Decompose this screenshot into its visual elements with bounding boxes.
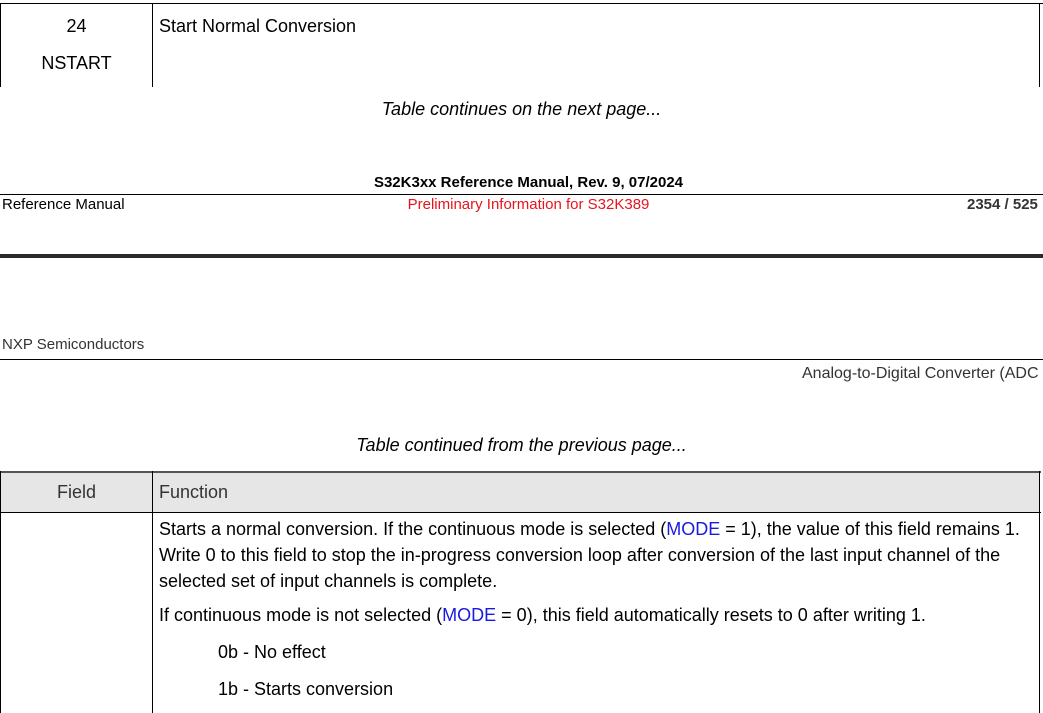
mode-link[interactable]: MODE (666, 519, 721, 539)
description-paragraph-2 (159, 602, 1029, 628)
manual-title: S32K3xx Reference Manual, Rev. 9, 07/2024 (373, 174, 684, 191)
description-paragraph-1 (159, 516, 1029, 594)
page-break (0, 254, 1043, 258)
table-header-row (1, 472, 1040, 512)
option-0b: 0b - No effect (218, 642, 326, 662)
para1-text-before: Starts a normal conversion. If the continuous mode is selected ( (159, 519, 667, 539)
top-table-top-border (0, 3, 1043, 4)
para2-text-before: If continuous mode is not selected ( (159, 605, 443, 625)
table-header-bottom-border (0, 512, 1041, 513)
header-rule (0, 359, 1043, 360)
mode-link-2[interactable]: MODE (442, 605, 497, 625)
company-name: NXP Semiconductors (2, 336, 145, 353)
function-summary: Start Normal Conversion (159, 16, 357, 36)
footer-rule (0, 194, 1043, 195)
field-name: NSTART (41, 53, 112, 73)
table-column-divider (152, 471, 153, 713)
chapter-title: Analog-to-Digital Converter (ADC (802, 365, 1039, 382)
table-continues-note: Table continues on the next page... (381, 99, 662, 119)
table-continued-note: Table continued from the previous page... (356, 435, 687, 455)
table-top-border (0, 471, 1041, 473)
table-left-border (0, 471, 1, 713)
table-right-border (1039, 471, 1040, 713)
top-table-right-border (1039, 3, 1040, 87)
preliminary-info: Preliminary Information for S32K389 (407, 196, 650, 213)
column-header-function: Function (159, 482, 229, 502)
doc-type: Reference Manual (2, 196, 125, 213)
para2-text-after: = 0), this field automatically resets to 0 after writing 1. (496, 605, 926, 625)
column-header-field: Field (56, 482, 96, 502)
para1-text-after: = 1), the value of this field remains 1. Write 0 to this field to stop the in-progress conversion loop after conversion of the last input channel of the selected set of input channels is complete. (159, 519, 1020, 591)
bit-number: 24 (66, 16, 87, 36)
page-number: 2354 / 525 (967, 196, 1038, 213)
option-1b: 1b - Starts conversion (218, 679, 394, 699)
